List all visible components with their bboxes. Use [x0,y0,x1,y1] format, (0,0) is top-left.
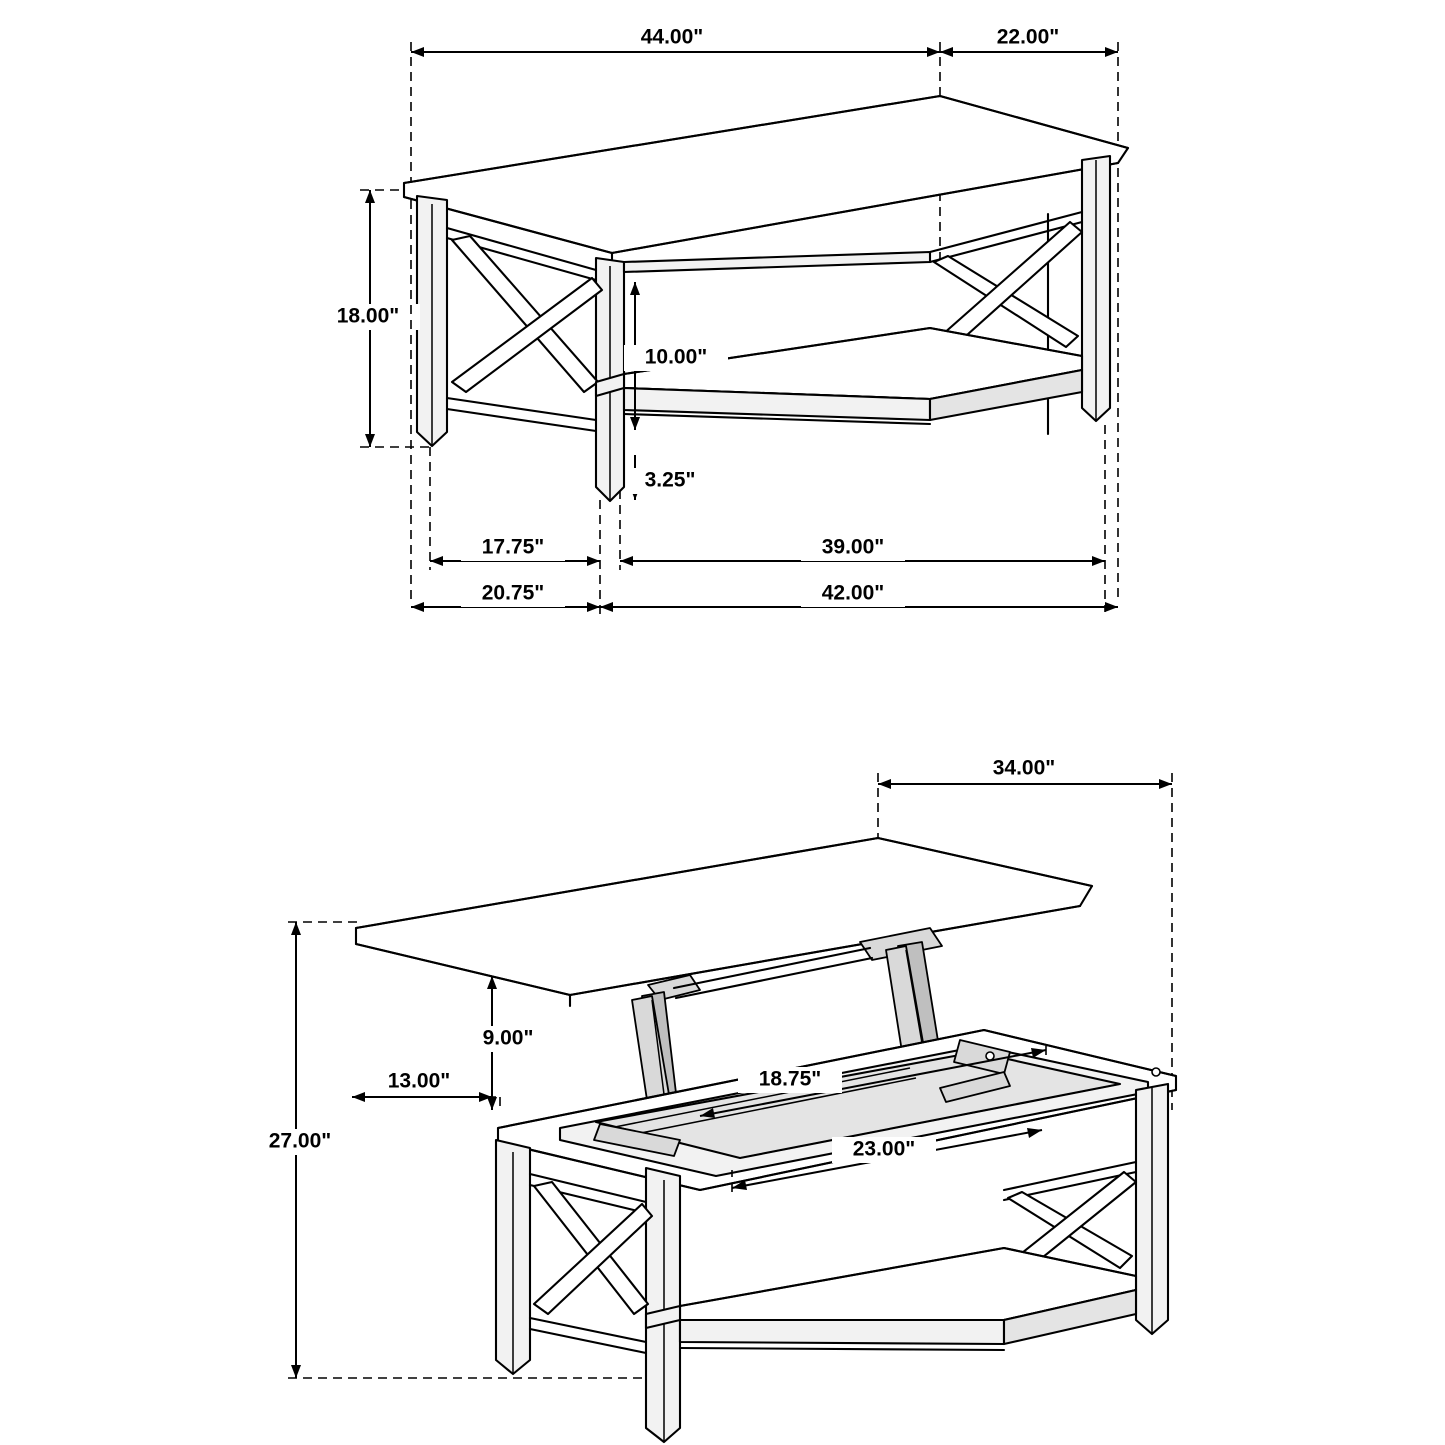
dim-label-3-25: 3.25" [644,468,696,492]
dim-22 [940,24,1118,57]
dim-44 [411,24,940,57]
open-right-rear-leg [1136,1084,1168,1334]
dim-20-75 [411,581,600,612]
open-table-view [250,756,1176,1442]
dim-label-9: 9.00" [482,1026,534,1050]
dim-label-39: 39.00" [821,535,885,559]
dim-label-20-75: 20.75" [481,581,545,605]
open-left-rear-leg [496,1140,530,1374]
dim-label-18-75: 18.75" [758,1067,822,1091]
dim-39 [620,535,1105,566]
dim-label-17-75: 17.75" [481,535,545,559]
dim-13 [352,1069,492,1102]
dim-label-18: 18.00" [336,304,400,328]
dim-label-22: 22.00" [996,25,1060,49]
dim-42 [600,581,1118,612]
dim-label-10: 10.00" [644,345,708,369]
open-lower-shelf [646,1248,1136,1350]
dim-3-25 [626,455,714,500]
dim-label-42: 42.00" [821,581,885,605]
right-side-x-brace [930,212,1082,352]
dim-label-27: 27.00" [268,1129,332,1153]
left-rear-leg [417,196,447,446]
closed-table-view [316,24,1128,615]
dim-18 [316,190,420,447]
dim-label-23: 23.00" [852,1137,916,1161]
dim-34 [878,756,1172,789]
dim-17-75 [430,535,600,566]
dim-27 [250,922,354,1378]
dim-label-44: 44.00" [640,25,704,49]
dim-label-34: 34.00" [992,756,1056,780]
open-left-front-leg [646,1168,680,1442]
dim-label-13: 13.00" [387,1069,451,1093]
front-top-apron [624,252,930,272]
lift-top-panel [356,838,1092,1006]
dim-9 [462,976,556,1110]
table-frame-box [498,1030,1176,1190]
open-left-side-x-brace [530,1174,652,1353]
left-side-x-brace [447,228,602,431]
right-rear-leg [1082,156,1110,421]
